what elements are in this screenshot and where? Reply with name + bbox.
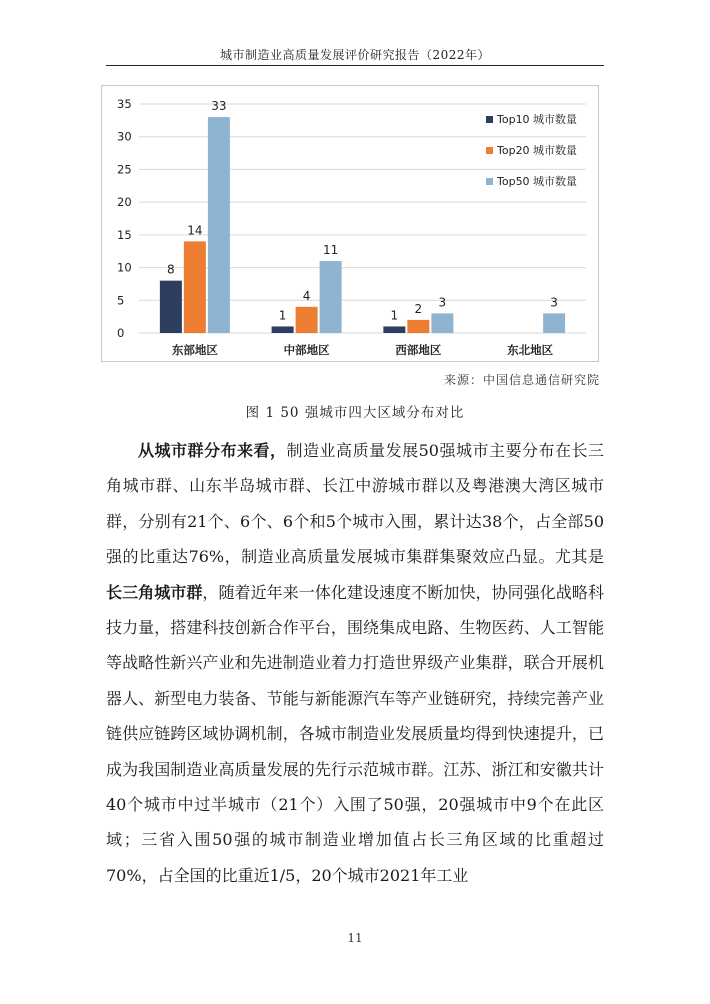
data-label: 14 (187, 223, 203, 238)
bar (320, 261, 342, 333)
data-label: 8 (167, 262, 175, 277)
bar (160, 281, 182, 333)
legend-label: Top20 城市数量 (497, 144, 578, 157)
bar (383, 326, 405, 333)
bar (272, 326, 294, 333)
x-tick-label: 中部地区 (283, 343, 330, 357)
data-label: 4 (302, 288, 311, 303)
running-header: 城市制造业高质量发展评价研究报告（2022年） (219, 48, 491, 62)
data-label: 3 (550, 295, 558, 310)
paragraph-text: ，随着近年来一体化建设速度不断加快，协同强化战略科技力量，搭建科技创新合作平台，围绕集成电路、生物医药、人工智能等战略性新兴产业和先进制造业着力打造世界级产业集群，联合开展机器人、新型电力装备、节能与新能源汽车等产业链研究，持续完善产业链供应链跨区域协调机制，各城市制造业发展质量均得到快速提升，已成为我国制造业高质量发展的先行示范城市群。江苏、浙江和安徽共计40个城市中过半城市（21个）入围了50强，20强城市中9个在此区域；三省入围50强的城市制造业增加值占长三角区域的比重超过70%，占全国的比重近1/5，20个城市2021年工业 (106, 582, 604, 885)
bar (296, 307, 318, 333)
bar (407, 320, 429, 333)
paragraph-lead: 从城市群分布来看， (138, 441, 287, 460)
bar (543, 313, 565, 333)
y-tick-label: 25 (117, 162, 132, 177)
data-label: 2 (414, 301, 423, 316)
y-tick-label: 20 (117, 195, 132, 210)
legend-swatch (486, 178, 493, 185)
y-tick-label: 5 (117, 293, 125, 308)
bar (208, 117, 230, 333)
x-tick-label: 东部地区 (171, 343, 218, 357)
bar (431, 313, 453, 333)
paragraph (106, 433, 604, 893)
header-rule (106, 65, 604, 66)
y-tick-label: 30 (117, 129, 132, 144)
body-text (106, 433, 604, 893)
bar (184, 241, 206, 333)
data-label: 1 (278, 308, 287, 323)
data-label: 11 (322, 243, 339, 258)
figure-caption: 图 1 50 强城市四大区域分布对比 (245, 405, 465, 421)
y-tick-label: 15 (117, 227, 132, 242)
legend-label: Top50 城市数量 (497, 175, 578, 188)
legend-swatch (486, 147, 493, 154)
x-tick-label: 东北地区 (507, 343, 554, 357)
y-tick-label: 35 (117, 97, 132, 111)
data-label: 33 (211, 99, 227, 114)
highlight-term: 长三角城市群 (106, 582, 203, 602)
legend-label: Top10 城市数量 (497, 113, 578, 126)
source-note: 来源：中国信息通信研究院 (443, 373, 600, 387)
chart-canvas (102, 86, 600, 363)
x-tick-label: 西部地区 (395, 343, 442, 357)
y-tick-label: 10 (117, 260, 132, 275)
data-label: 3 (438, 295, 447, 310)
data-label: 1 (390, 308, 399, 323)
y-tick-label: 0 (117, 326, 125, 340)
legend-swatch (486, 116, 493, 123)
bar-chart (101, 85, 599, 362)
paragraph-text: 制造业高质量发展50强城市主要分布在长三角城市群、山东半岛城市群、长江中游城市群以及粤港澳大湾区城市群，分别有21个、6个、6个和5个城市入围，累计达38个，占全部50强的比重达76%，制造业高质量发展城市集群集聚效应凸显。尤其是 (106, 441, 604, 567)
page-number: 11 (347, 931, 363, 945)
